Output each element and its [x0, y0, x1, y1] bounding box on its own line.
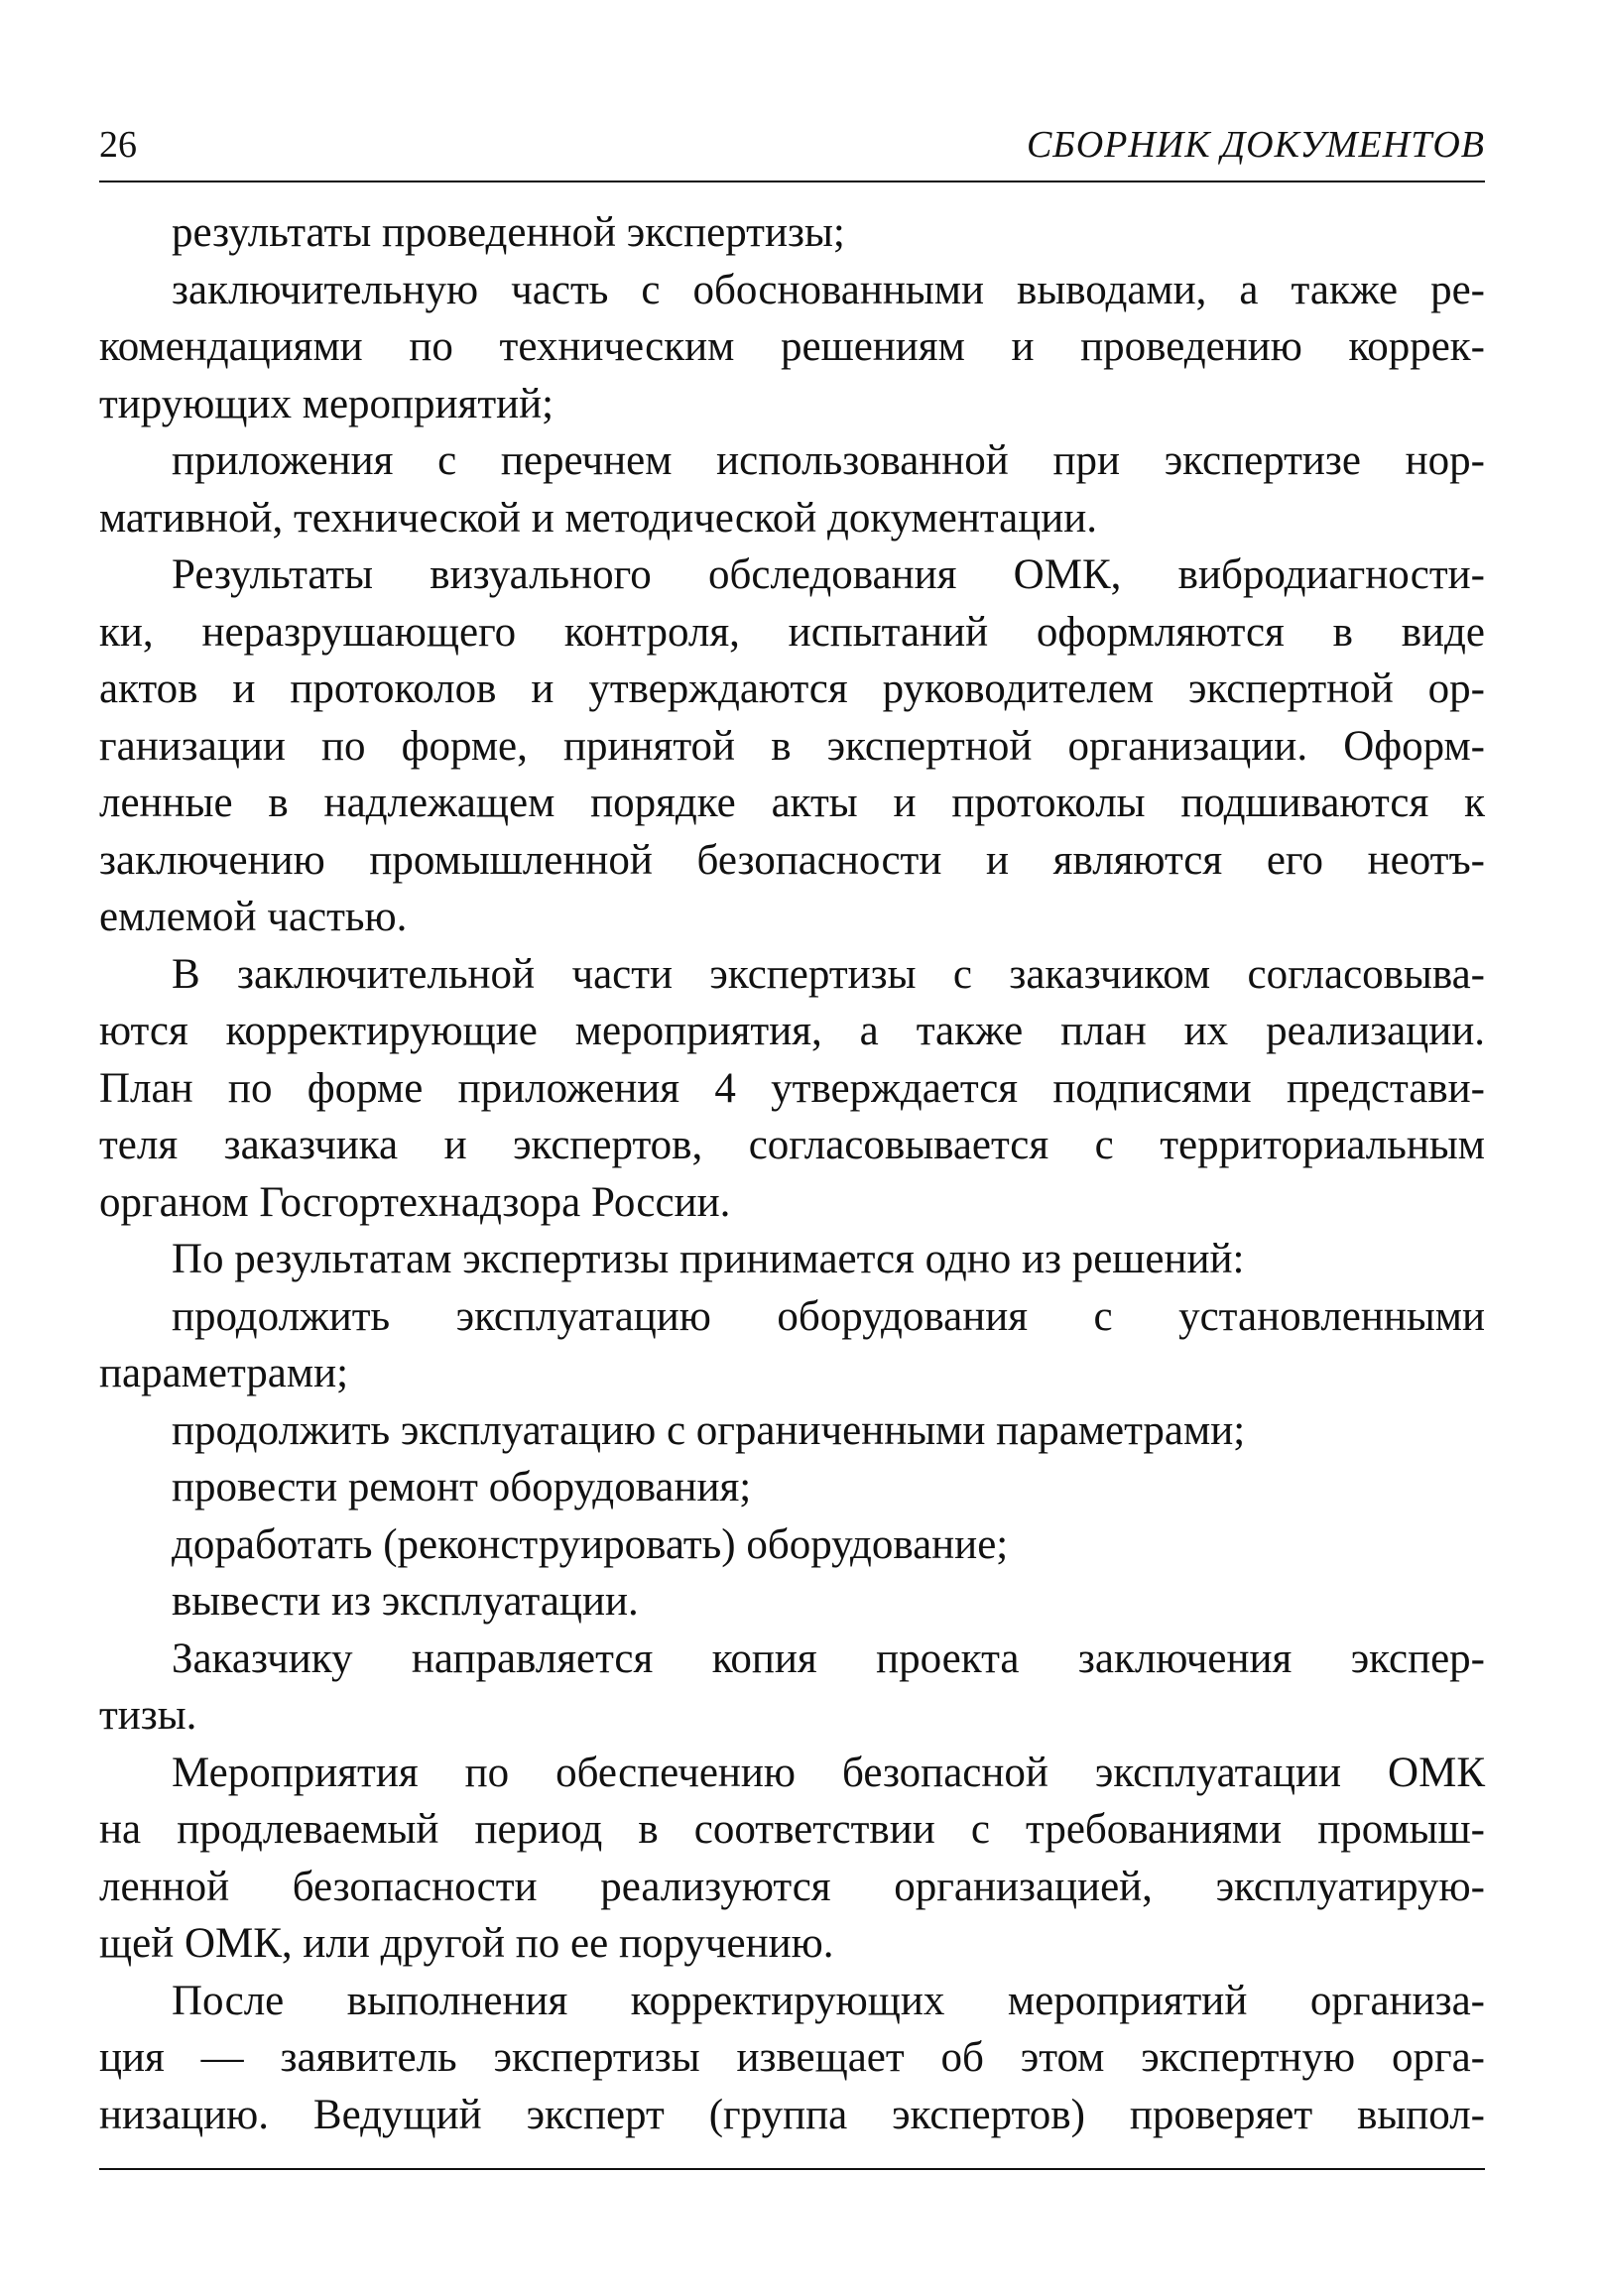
running-title: СБОРНИК ДОКУМЕНТОВ [1026, 124, 1485, 166]
text-line: доработать (реконструировать) оборудование; [172, 1520, 1009, 1568]
text-line: ция — заявитель экспертизы извещает об этом экспертную орга- [99, 2034, 1485, 2081]
paragraph [99, 1459, 1485, 1516]
text-line: теля заказчика и экспертов, согласовывается с территориальным [99, 1122, 1485, 1168]
paragraph [99, 1516, 1485, 1574]
text-line: заключению промышленной безопасности и являются его неотъ- [99, 836, 1485, 884]
text-line: План по форме приложения 4 утверждается подписями представи- [99, 1064, 1485, 1112]
text-line: ленной безопасности реализуются организацией, эксплуатирую- [99, 1863, 1485, 1910]
paragraph [99, 1973, 1485, 2144]
text-line: емлемой частью. [99, 894, 408, 940]
text-line: После выполнения корректирующих мероприятий организа- [172, 1977, 1485, 2024]
text-line: провести ремонт оборудования; [172, 1464, 752, 1511]
text-line: ются корректирующие мероприятия, а также план их реализации. [99, 1008, 1485, 1054]
paragraph [99, 204, 1485, 262]
paragraph [99, 1231, 1485, 1288]
text-line: Мероприятия по обеспечению безопасной эксплуатации ОМК [172, 1749, 1485, 1796]
text-line: По результатам экспертизы принимается одно из решений: [172, 1236, 1245, 1282]
text-line: продолжить эксплуатацию с ограниченными параметрами; [172, 1406, 1246, 1454]
text-line: на продлеваемый период в соответствии с требованиями промыш- [99, 1806, 1485, 1853]
paragraph [99, 1631, 1485, 1745]
text-line: ки, неразрушающего контроля, испытаний оформляются в виде [99, 608, 1485, 656]
text-line: параметрами; [99, 1350, 349, 1396]
text-line: Результаты визуального обследования ОМК, вибродиагности- [172, 551, 1485, 598]
paragraph [99, 1288, 1485, 1402]
header-rule [99, 181, 1485, 182]
text-line: ленные в надлежащем порядке акты и протоколы подшиваются к [99, 780, 1485, 826]
paragraph [99, 432, 1485, 546]
paragraph [99, 1402, 1485, 1460]
text-line: приложения с перечнем использованной при экспертизе нор- [172, 437, 1485, 484]
text-line: результаты проведенной экспертизы; [172, 209, 845, 256]
text-line: ганизации по форме, принятой в экспертной организации. Оформ- [99, 722, 1485, 770]
footer-rule [99, 2168, 1485, 2170]
text-line: тирующих мероприятий; [99, 380, 555, 427]
text-line: вывести из эксплуатации. [172, 1578, 639, 1625]
text-line: В заключительной части экспертизы с заказчиком согласовыва- [172, 950, 1485, 998]
page-body [99, 204, 1485, 2143]
text-line: актов и протоколов и утверждаются руководителем экспертной ор- [99, 665, 1485, 712]
text-line: низацию. Ведущий эксперт (группа экспертов) проверяет выпол- [99, 2091, 1485, 2138]
paragraph [99, 546, 1485, 946]
text-line: продолжить эксплуатацию оборудования с установленными [172, 1292, 1485, 1340]
paragraph [99, 1745, 1485, 1973]
text-line: Заказчику направляется копия проекта заключения экспер- [172, 1634, 1485, 1682]
text-line: комендациями по техническим решениям и проведению коррек- [99, 323, 1485, 370]
page-number: 26 [99, 124, 137, 166]
paragraph [99, 946, 1485, 1232]
text-line: тизы. [99, 1692, 197, 1739]
paragraph [99, 1573, 1485, 1631]
paragraph [99, 262, 1485, 433]
text-line: органом Госгортехнадзора России. [99, 1178, 731, 1226]
page-header [99, 123, 1485, 173]
text-line: щей ОМК, или другой по ее поручению. [99, 1920, 834, 1967]
text-line: мативной, технической и методической документации. [99, 494, 1098, 542]
text-line: заключительную часть с обоснованными выводами, а также ре- [172, 266, 1485, 313]
